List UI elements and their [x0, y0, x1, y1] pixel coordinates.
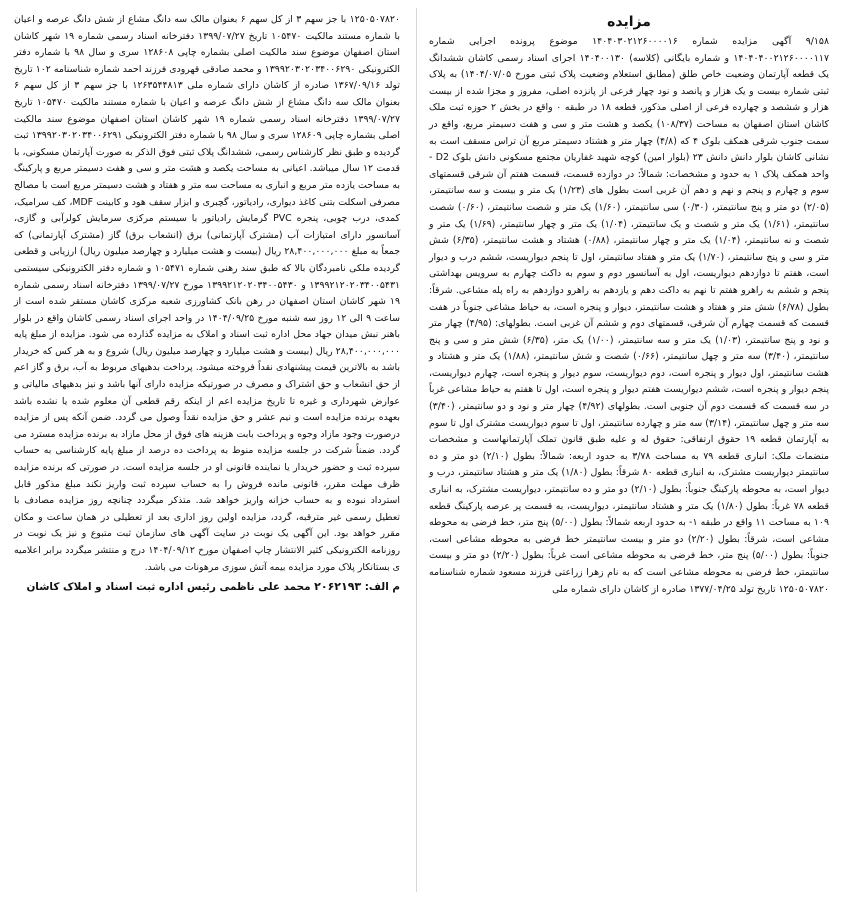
notice-signature — [14, 578, 400, 596]
notice-left-column — [0, 0, 412, 899]
signature-name: محمد علی ناظمی رئیس اداره ثبت اسناد و املاک کاشان — [26, 581, 311, 594]
notice-title: مزایده — [607, 14, 651, 30]
notice-body-part-two: ۱۲۵۰۵۰۷۸۲۰ با جز سهم ۳ از کل سهم ۶ بعنوان مالک سه دانگ مشاع از شش دانگ عرصه و اعیان با شماره مستند مالکیت ۱۰۵۴۷۰ تاریخ ۱۳۹۹/۰۷/۲۷ دفترخانه اسناد رسمی شماره ۱۹ شهر کاشان استان اصفهان موضوع سند مالکیت اصلی بشماره چاپی ۱۲۸۶۰۸ سری و سال ۹۸ با شماره دفتر الکترونیکی ۱۳۹۹۲۰۳۰۲۰۳۴۰۰۶۲۹۰ و محمد صادقی قهرودی فرزند احمد شماره شناسنامه ۱۰۲ تاریخ تولد ۱۳۶۷/۰۹/۱۶ صادره از کاشان دارای شماره ملی ۱۲۶۳۵۴۴۸۱۳ با جز سهم ۳ از کل سهم ۶ بعنوان مالک سه دانگ مشاع از شش دانگ عرصه و اعیان با شماره مستند مالکیت ۱۰۵۴۷۰ تاریخ ۱۳۹۹/۰۷/۲۷ دفترخانه اسناد رسمی شماره ۱۹ شهر کاشان استان اصفهان موضوع سند مالکیت اصلی بشماره چاپی ۱۲۸۶۰۹ سری و سال ۹۸ با شماره دفتر الکترونیکی ۱۳۹۹۲۰۳۰۲۰۳۴۰۰۶۲۹۱ ثبت گردیده و طبق نظر کارشناس رسمی، ششدانگ پلاک ثبتی فوق الذکر به صورت آپارتمان مسکونی، با قدمت ۱۲ سال میباشد. اعیانی به مساحت یکصد و هشت متر و سی و هفت دسیمتر مربع و پارکینگ به مساحت یازده متر مربع و انباری به مساحت سه متر و هفتاد و هشت دسیمتر مربع است با مصالح مصرفی اسکلت بتنی کاغذ دیواری، رادیاتور، گچبری و ابزار سقف هود و کابینت MDF، کف سرامیک، کمدی، درب چوبی، پنجره PVC گرمایش رادیاتور با سیستم مرکزی سرمایش کولرآبی و گازی، آسانسور دارای امتیازات آب (مشترک آپارتمانی) برق (انشعاب برق) گاز (مشترک آپارتمانی) که جمعاً به مبلغ ۲۸,۴۰۰,۰۰۰,۰۰۰ ریال (بیست و هشت میلیارد و چهارصد میلیون ریال) ارزیابی و قطعی گردیده ملکی نامبردگان بالا که طبق سند رهنی شماره ۱۰۵۴۷۱ و شماره دفتر الکترونیکی سیستمی ۱۳۹۹۲۱۲۰۲۰۳۴۰۰۵۴۳۱ و ۱۳۹۹۲۱۲۰۲۰۳۴۰۰۵۴۳۰ مورخ ۱۳۹۹/۰۷/۲۷ دفترخانه اسناد رسمی شماره ۱۹ شهر کاشان استان اصفهان در رهن بانک کشاورزی شعبه مرکزی کاشان مستقر شده است از ساعت ۹ الی ۱۲ روز سه شنبه مورخ ۱۴۰۴/۰۹/۲۵ در واحد اجرای اسناد رسمی کاشان واقع در بلوار باهنر نبش میدان جهاد محل اداره ثبت اسناد و املاک به مزایده گذارده می شود. مزایده از مبلغ پایه ۲۸,۴۰۰,۰۰۰,۰۰۰ ریال (بیست و هشت میلیارد و چهارصد میلیون ریال) شروع و به هر کس که خریدار باشد به بالاترین قیمت پیشنهادی نقداً فروخته میشود. پرداخت بدهیهای مربوط به آب، برق و گاز اعم از حق انشعاب و حق اشتراک و مصرف در صورتیکه مزایده دارای آنها باشد و نیز بدهیهای مالیاتی و عوارض شهرداری و غیره تا تاریخ مزایده اعم از اینکه رقم قطعی آن معلوم شده یا نشده باشد بعهده برنده مزایده است و نیم عشر و حق مزایده نقداً وصول می گردد. ضمن آنکه پس از مزایده درصورت وجود مازاد وجوه و پرداخت بابت هزینه های فوق از محل مازاد به برنده مزایده مسترد می گردد. ضمناً شرکت در جلسه مزایده منوط به پرداخت ده درصد از مبلغ پایه کارشناسی به حساب سپرده ثبت و حضور خریدار یا نماینده قانونی او در جلسه مزایده است. در صورتی که برنده مزایده ظرف مهلت مقرر، قانونی مانده فروش را به حساب سپرده ثبت واریز نکند مبلغ مذکور قابل استرداد نبوده و به حساب خزانه واریز خواهد شد. متذکر میگردد چنانچه روز مزایده مصادف با تعطیل رسمی غیر مترقبه، گردد، مزایده اولین روز اداری بعد از تعطیلی در همان ساعت و مکان مقرر خواهد بود. این آگهی یک نوبت در سایت آگهی های سازمان ثبت متبوع و نیز یک نوبت در روزنامه الکترونیکی کثیر الانتشار چاپ اصفهان مورخ ۱۴۰۴/۰۹/۱۲ درج و منتشر میگردد برابر اعلامیه ی بستانکار پلاک مورد مزایده بیمه آتش سوزی مرهونات می باشد. — [14, 14, 401, 573]
signature-code: ۲۰۶۲۱۹۳ — [314, 580, 362, 594]
notice-right-column — [417, 0, 841, 899]
signature-prefix: م الف: — [364, 581, 400, 594]
column-divider — [416, 8, 417, 892]
notice-body-part-one: ۹/۱۵۸ آگهی مزایده شماره ۱۴۰۴۰۳۰۲۱۲۶۰۰۰۰۱۶ موضوع پرونده اجرایی شماره ۱۴۰۴۰۴۰۰۲۱۲۶۰۰۰۰۱۱۷ و شماره بایگانی (کلاسه) ۱۴۰۴۰۰۱۳۰ اجرای اسناد رسمی کاشان ششدانگ یک قطعه آپارتمان وضعیت خاص طلق (مطابق استعلام وضعیت پلاک ثبتی مورخ ۱۴۰۴/۰۷/۰۵) به پلاک ثبتی شماره بیست و یک هزار و پانصد و نود چهار فرعی از پانزده اصلی، مفروز و مجزا شده از بیست هزار و ششصد و چهارده فرعی از اصلی مذکور، قطعه ۱۸ در طبقه ۰ واقع در بخش ۲ حوزه ثبت ملک کاشان استان اصفهان به مساحت (۱۰۸/۳۷) یکصد و هشت متر و سی و هفت دسیمتر مربع، واقع در سمت جنوب شرقی همکف بلوک ۴ که (۴/۸) چهار متر و هشتاد دسیمتر مربع آن تراس مسقف است به نشانی کاشان بلوار دانش دانش ۲۳ (بلوار امین) کوچه شهید غفاریان مجتمع مسکونی دانش بلوک D2 - واحد همکف پلاک ۱ به حدود و مشخصات: شمالاً: در دوازده قسمت، قسمت هفتم آن شرقی قسمتهای سوم و چهارم و پنجم و نهم و دهم آن غربی است بطول های (۱/۲۳) یک متر و بیست و سه سانتیمتر، (۲/۰۵) دو متر و پنج سانتیمتر، (۰/۳۰) سی سانتیمتر، (۱/۶۰) یک متر و شصت سانتیمتر، (۰/۶۰) شصت سانتیمتر، (۱/۶۱) یک متر و شصت و یک سانتیمتر، (۱/۰۴) یک متر و چهار سانتیمتر، (۱/۶۹) یک متر و شصت و نه سانتیمتر، (۱/۰۴) یک متر و چهار سانتیمتر، (۰/۸۸) هشتاد و هشت سانتیمتر، (۶/۳۵) شش متر و سی و پنج سانتیمتر، (۱/۷۰) یک متر و هفتاد سانتیمتر، اول تا پنجم دیواریست، ششم درب و دیوار است، هفتم تا دوازدهم دیواریست، اول به آسانسور دوم و سوم به داکت چهارم به سرویس بهداشتی پنجم و ششم به راهرو هفتم تا نهم به داکت دهم و یازدهم به راهرو دوازدهم به راه پله مشاعی. شرقاً: بطول (۶/۷۸) شش متر و هفتاد و هشت سانتیمتر، دیوار و پنجره است، به حیاط مشاعی جنوباً در هفت قسمت که قسمت چهارم آن شرقی، قسمتهای دوم و ششم آن غربی است. بطولهای: (۴/۹۵) چهار متر و نود و پنج سانتیمتر، (۱/۰۳) یک متر و سه سانتیمتر، (۱/۰۰) یک متر، (۶/۳۵) شش متر و سی و پنج سانتیمتر، (۳/۴۰) سه متر و چهل سانتیمتر، (۰/۶۶) شصت و شش سانتیمتر، (۱/۸۸) یک متر و هشتاد و هشت سانتیمتر، اول دیوار و پنجره است، دوم دیواریست، سوم دیوار و پنجره است، چهارم دیواریست، پنجم دیوار و پنجره است، ششم دیواریست هفتم دیوار و پنجره است، اول تا هفتم به حیاط مشاعی غرباً در سه قسمت که قسمت دوم آن جنوبی است. بطولهای (۴/۹۲) چهار متر و نود و دو سانتیمتر، (۳/۴۰) سه متر و چهل سانتیمتر، (۳/۱۴) سه متر و چهارده سانتیمتر، اول تا سوم دیواریست مشترک اول تا سوم به آپارتمان قطعه ۱۹ حقوق ارتفاقی: حقوق له و علیه طبق قانون تملک آپارتمانهاست و مشخصات منضمات ملک: انباری قطعه ۷۹ به مساحت ۳/۷۸ به حدود اربعه: شمالاً: بطول (۲/۱۰) دو متر و ده سانتیمتر دیواریست مشترک، به انباری قطعه ۸۰ شرقاً: بطول (۱/۸۰) یک متر و هشتاد سانتیمتر، درب و دیوار است، به محوطه پارکینگ جنوباً: بطول (۲/۱۰) دو متر و ده سانتیمتر، دیواریست مشترک، به انباری قطعه ۷۸ غرباً: بطول (۱/۸۰) یک متر و هشتاد سانتیمتر، دیواریست، به قسمت پر عرصه پارکینگ قطعه ۱۰۹ به مساحت ۱۱ واقع در طبقه ۱- به حدود اربعه شمالاً: بطول (۵/۰۰) پنج متر، خط فرضی به محوطه مشاعی است، شرقاً: بطول (۲/۲۰) دو متر و بیست سانتیمتر خط فرضی به محوطه مشاعی است، جنوباً: بطول (۵/۰۰) پنج متر، خط فرضی به محوطه مشاعی است غرباً: بطول (۲/۲۰) دو متر و بیست سانتیمتر، خط فرضی به محوطه مشاعی است که به نام زهرا زراعتی فرزند مسعود شماره شناسنامه ۱۲۵۰۵۰۷۸۲۰ تاریخ تولد ۱۳۷۷/۰۴/۲۵ صادره از کاشان دارای شماره ملی — [429, 36, 830, 595]
